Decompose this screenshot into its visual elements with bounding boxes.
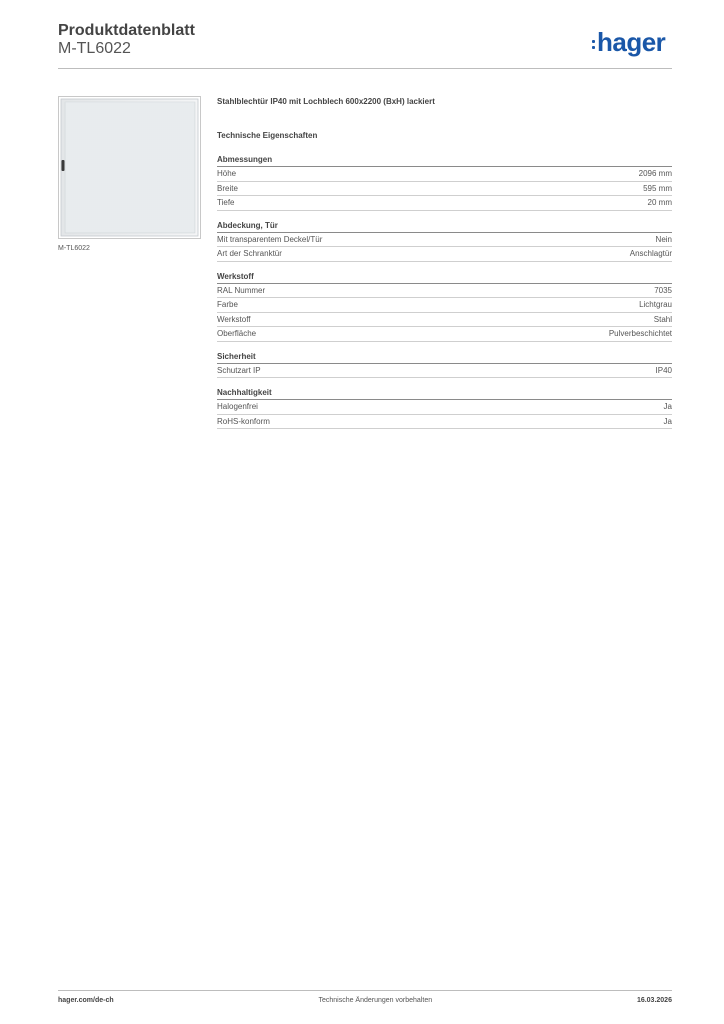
property-label: Werkstoff	[217, 314, 251, 324]
property-value: 595 mm	[643, 183, 672, 193]
section-material	[217, 271, 672, 342]
property-row	[217, 313, 672, 328]
product-image	[58, 96, 201, 239]
logo-dots-icon	[592, 40, 595, 49]
image-caption: M-TL6022	[58, 245, 90, 252]
page-title: Produktdatenblatt	[58, 22, 195, 39]
property-value: IP40	[655, 365, 672, 375]
hager-logo	[592, 27, 665, 57]
property-label: Halogenfrei	[217, 402, 258, 411]
property-value: 7035	[654, 285, 672, 295]
property-row	[217, 400, 672, 415]
property-value: Anschlagtür	[629, 249, 672, 258]
section-title: Nachhaltigkeit	[217, 387, 672, 400]
property-label: Schutzart IP	[217, 365, 261, 375]
property-label: RoHS-konform	[217, 416, 270, 426]
property-value: Lichtgrau	[639, 300, 672, 309]
property-label: Tiefe	[217, 198, 235, 207]
property-row	[217, 196, 672, 211]
property-row	[217, 327, 672, 342]
section-title: Abdeckung, Tür	[217, 220, 672, 233]
footer-divider	[58, 990, 672, 991]
property-value: 20 mm	[647, 198, 672, 207]
section-cover-door	[217, 220, 672, 262]
property-label: RAL Nummer	[217, 285, 266, 295]
property-row	[217, 182, 672, 197]
door-panel-icon	[59, 97, 200, 238]
property-label: Höhe	[217, 169, 237, 178]
property-value: Nein	[655, 234, 672, 244]
section-dimensions	[217, 154, 672, 211]
property-label: Mit transparentem Deckel/Tür	[217, 234, 323, 244]
property-value: Ja	[663, 402, 672, 411]
property-row	[217, 233, 672, 248]
property-value: Ja	[663, 416, 672, 426]
header-divider	[58, 68, 672, 69]
section-title: Werkstoff	[217, 271, 672, 284]
property-row	[217, 284, 672, 299]
property-row	[217, 167, 672, 182]
property-label: Breite	[217, 183, 238, 193]
section-title: Abmessungen	[217, 154, 672, 167]
product-details	[217, 96, 672, 429]
property-value: Stahl	[653, 314, 672, 324]
product-number: M-TL6022	[58, 40, 131, 57]
section-safety	[217, 351, 672, 379]
property-row	[217, 298, 672, 313]
property-label: Farbe	[217, 300, 238, 309]
technical-properties-title: Technische Eigenschaften	[217, 131, 318, 140]
footer	[58, 997, 672, 1004]
property-value: Pulverbeschichtet	[608, 329, 672, 338]
logo-text: hager	[597, 27, 666, 57]
footer-notice: Technische Änderungen vorbehalten	[318, 997, 433, 1004]
property-value: 2096 mm	[638, 169, 672, 178]
section-sustainability	[217, 387, 672, 429]
property-row	[217, 364, 672, 379]
section-title: Sicherheit	[217, 351, 672, 364]
product-description: Stahlblechtür IP40 mit Lochblech 600x2200 (BxH) lackiert	[217, 97, 435, 106]
footer-website-link[interactable]: hager.com/de-ch	[58, 997, 114, 1004]
property-row	[217, 415, 672, 430]
property-label: Oberfläche	[217, 329, 257, 338]
property-row	[217, 247, 672, 262]
property-label: Art der Schranktür	[217, 249, 282, 258]
footer-date: 16.03.2026	[636, 997, 672, 1004]
